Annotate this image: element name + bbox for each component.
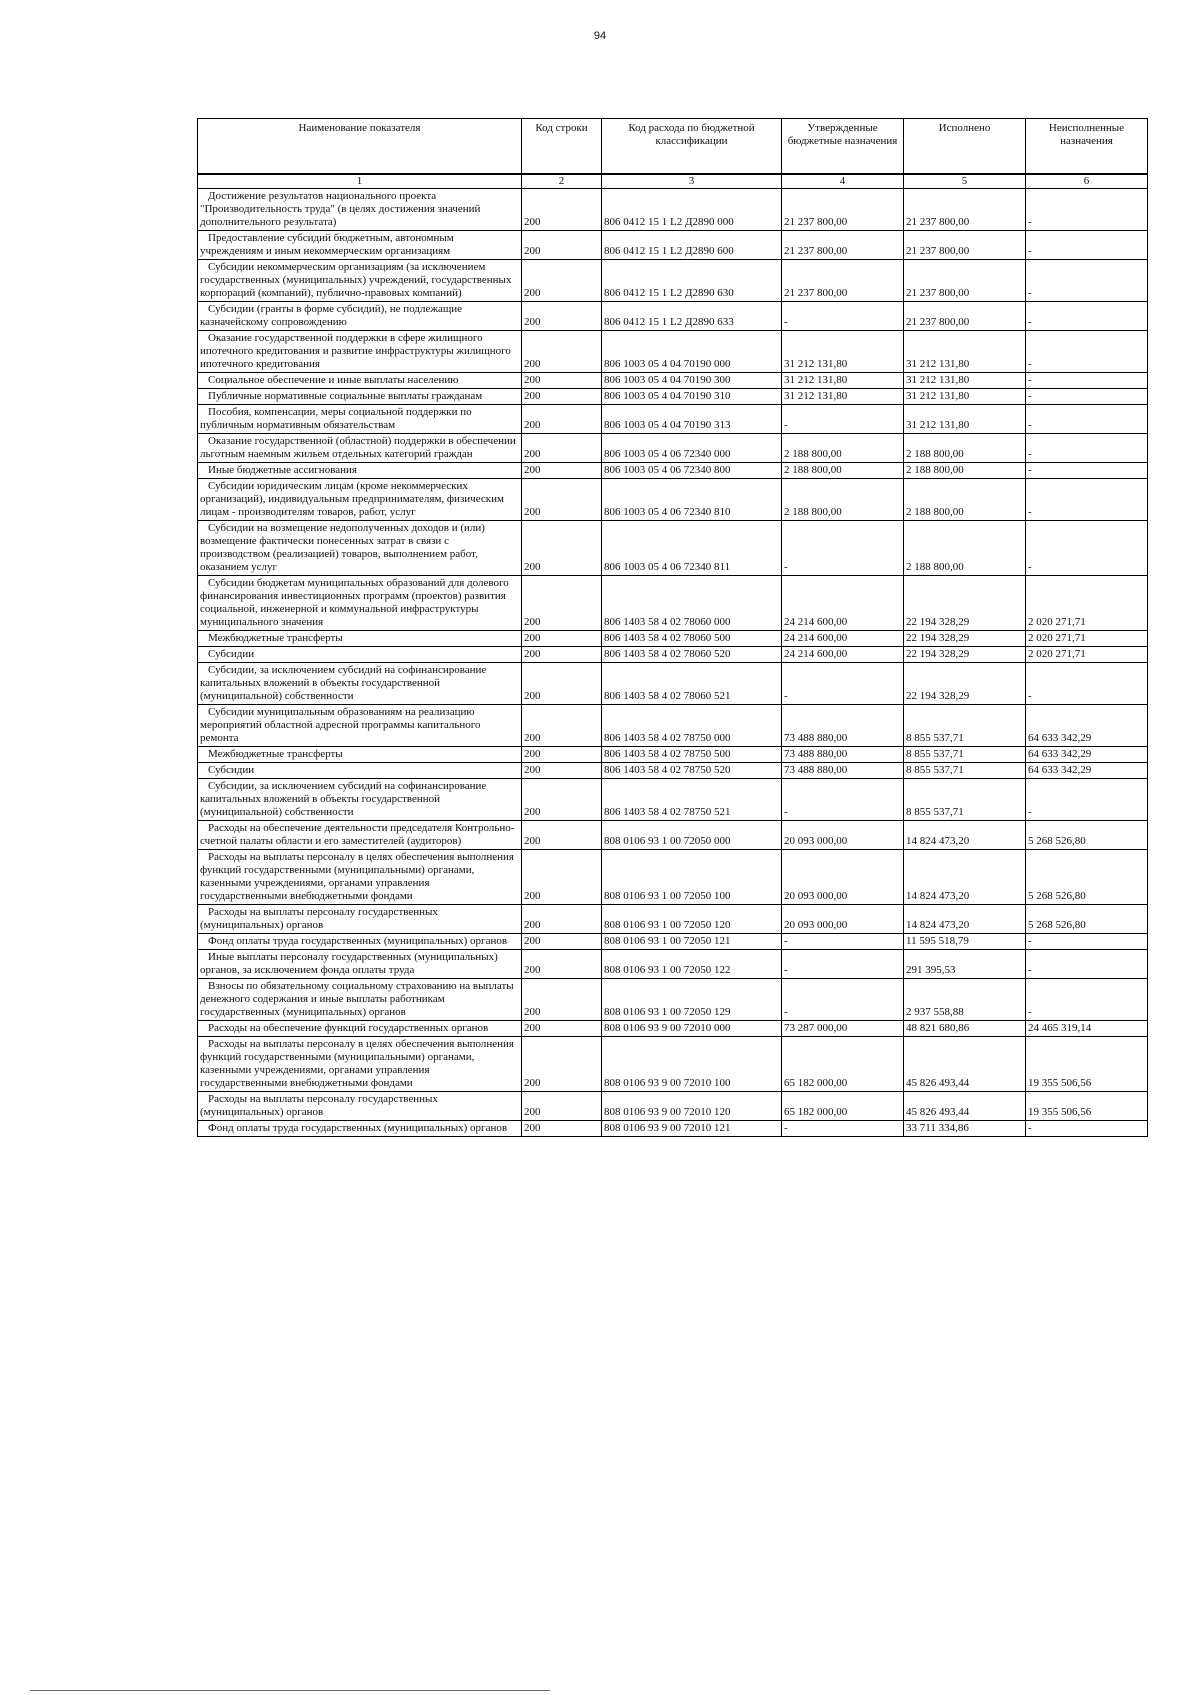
- approved-amount: 31 212 131,80: [782, 331, 904, 373]
- table-row: [198, 934, 1148, 950]
- executed-amount: 45 826 493,44: [904, 1092, 1026, 1121]
- table-row: [198, 521, 1148, 576]
- budget-execution-table: [197, 118, 1148, 1137]
- expense-code: 808 0106 93 1 00 72050 000: [602, 821, 782, 850]
- line-code: 200: [522, 631, 602, 647]
- unexecuted-amount: -: [1026, 979, 1148, 1021]
- column-number: 2: [522, 174, 602, 189]
- page-number: 94: [593, 30, 607, 42]
- indicator-name: Расходы на обеспечение деятельности председателя Контрольно-счетной палаты области и его заместителей (аудиторов): [198, 821, 522, 850]
- indicator-name: Фонд оплаты труда государственных (муниципальных) органов: [198, 1121, 522, 1137]
- indicator-name: Расходы на выплаты персоналу государственных (муниципальных) органов: [198, 1092, 522, 1121]
- unexecuted-amount: -: [1026, 405, 1148, 434]
- executed-amount: 2 188 800,00: [904, 463, 1026, 479]
- unexecuted-amount: -: [1026, 479, 1148, 521]
- indicator-name: Социальное обеспечение и иные выплаты населению: [198, 373, 522, 389]
- unexecuted-amount: -: [1026, 331, 1148, 373]
- executed-amount: 22 194 328,29: [904, 576, 1026, 631]
- approved-amount: 24 214 600,00: [782, 631, 904, 647]
- unexecuted-amount: -: [1026, 373, 1148, 389]
- unexecuted-amount: 2 020 271,71: [1026, 631, 1148, 647]
- unexecuted-amount: 5 268 526,80: [1026, 821, 1148, 850]
- indicator-name: Расходы на выплаты персоналу в целях обеспечения выполнения функций государственными (муниципальными) органами, казенными учреждениями, органами управления государственными внебюджетными фондами: [198, 850, 522, 905]
- table-row: [198, 373, 1148, 389]
- unexecuted-amount: 64 633 342,29: [1026, 705, 1148, 747]
- executed-amount: 22 194 328,29: [904, 647, 1026, 663]
- expense-code: 806 1003 05 4 04 70190 000: [602, 331, 782, 373]
- line-code: 200: [522, 647, 602, 663]
- unexecuted-amount: -: [1026, 260, 1148, 302]
- indicator-name: Субсидии бюджетам муниципальных образований для долевого финансирования инвестиционных программ (проектов) развития социальной, инженерной и коммунальной инфраструктуры муниципального значения: [198, 576, 522, 631]
- unexecuted-amount: -: [1026, 189, 1148, 231]
- line-code: 200: [522, 850, 602, 905]
- expense-code: 808 0106 93 9 00 72010 121: [602, 1121, 782, 1137]
- executed-amount: 31 212 131,80: [904, 405, 1026, 434]
- table-row: [198, 1037, 1148, 1092]
- indicator-name: Фонд оплаты труда государственных (муниципальных) органов: [198, 934, 522, 950]
- executed-amount: 8 855 537,71: [904, 747, 1026, 763]
- indicator-name: Расходы на выплаты персоналу государственных (муниципальных) органов: [198, 905, 522, 934]
- expense-code: 808 0106 93 9 00 72010 120: [602, 1092, 782, 1121]
- approved-amount: 73 287 000,00: [782, 1021, 904, 1037]
- executed-amount: 8 855 537,71: [904, 705, 1026, 747]
- executed-amount: 21 237 800,00: [904, 231, 1026, 260]
- indicator-name: Взносы по обязательному социальному страхованию на выплаты денежного содержания и иные выплаты работникам государственных (муниципальных) органов: [198, 979, 522, 1021]
- approved-amount: -: [782, 1121, 904, 1137]
- approved-amount: 2 188 800,00: [782, 463, 904, 479]
- table-row: [198, 850, 1148, 905]
- table-row: [198, 302, 1148, 331]
- expense-code: 808 0106 93 9 00 72010 100: [602, 1037, 782, 1092]
- expense-code: 808 0106 93 1 00 72050 100: [602, 850, 782, 905]
- unexecuted-amount: -: [1026, 231, 1148, 260]
- indicator-name: Субсидии на возмещение недополученных доходов и (или) возмещение фактически понесенных затрат в связи с производством (реализацией) товаров, выполнением работ, оказанием услуг: [198, 521, 522, 576]
- expense-code: 806 1403 58 4 02 78060 520: [602, 647, 782, 663]
- approved-amount: 73 488 880,00: [782, 705, 904, 747]
- unexecuted-amount: 19 355 506,56: [1026, 1037, 1148, 1092]
- line-code: 200: [522, 905, 602, 934]
- expense-code: 806 1003 05 4 06 72340 000: [602, 434, 782, 463]
- line-code: 200: [522, 1021, 602, 1037]
- unexecuted-amount: 64 633 342,29: [1026, 747, 1148, 763]
- approved-amount: 65 182 000,00: [782, 1092, 904, 1121]
- column-number: 3: [602, 174, 782, 189]
- table-header-row: [198, 119, 1148, 175]
- table-row: [198, 231, 1148, 260]
- line-code: 200: [522, 479, 602, 521]
- line-code: 200: [522, 747, 602, 763]
- approved-amount: -: [782, 405, 904, 434]
- expense-code: 806 0412 15 1 L2 Д2890 000: [602, 189, 782, 231]
- indicator-name: Расходы на выплаты персоналу в целях обеспечения выполнения функций государственными (муниципальными) органами, казенными учреждениями, органами управления государственными внебюджетными фондами: [198, 1037, 522, 1092]
- table-row: [198, 1121, 1148, 1137]
- line-code: 200: [522, 434, 602, 463]
- table-row: [198, 631, 1148, 647]
- indicator-name: Расходы на обеспечение функций государственных органов: [198, 1021, 522, 1037]
- approved-amount: -: [782, 779, 904, 821]
- indicator-name: Пособия, компенсации, меры социальной поддержки по публичным нормативным обязательствам: [198, 405, 522, 434]
- approved-amount: 21 237 800,00: [782, 231, 904, 260]
- executed-amount: 22 194 328,29: [904, 631, 1026, 647]
- unexecuted-amount: 2 020 271,71: [1026, 647, 1148, 663]
- approved-amount: 24 214 600,00: [782, 647, 904, 663]
- table-row: [198, 905, 1148, 934]
- executed-amount: 14 824 473,20: [904, 905, 1026, 934]
- line-code: 200: [522, 189, 602, 231]
- executed-amount: 33 711 334,86: [904, 1121, 1026, 1137]
- indicator-name: Иные бюджетные ассигнования: [198, 463, 522, 479]
- executed-amount: 291 395,53: [904, 950, 1026, 979]
- line-code: 200: [522, 389, 602, 405]
- indicator-name: Межбюджетные трансферты: [198, 747, 522, 763]
- expense-code: 806 0412 15 1 L2 Д2890 600: [602, 231, 782, 260]
- approved-amount: 20 093 000,00: [782, 905, 904, 934]
- line-code: 200: [522, 1092, 602, 1121]
- unexecuted-amount: -: [1026, 1121, 1148, 1137]
- expense-code: 806 1003 05 4 06 72340 811: [602, 521, 782, 576]
- expense-code: 808 0106 93 1 00 72050 122: [602, 950, 782, 979]
- table-row: [198, 763, 1148, 779]
- line-code: 200: [522, 576, 602, 631]
- approved-amount: 20 093 000,00: [782, 850, 904, 905]
- table-body: [198, 189, 1148, 1137]
- bottom-rule: [30, 1690, 550, 1691]
- table-row: [198, 389, 1148, 405]
- expense-code: 806 0412 15 1 L2 Д2890 630: [602, 260, 782, 302]
- indicator-name: Субсидии некоммерческим организациям (за исключением государственных (муниципальных) учреждений, государственных корпораций (компаний), публично-правовых компаний): [198, 260, 522, 302]
- approved-amount: 31 212 131,80: [782, 389, 904, 405]
- unexecuted-amount: 64 633 342,29: [1026, 763, 1148, 779]
- unexecuted-amount: 24 465 319,14: [1026, 1021, 1148, 1037]
- expense-code: 806 1003 05 4 04 70190 313: [602, 405, 782, 434]
- expense-code: 806 1003 05 4 06 72340 810: [602, 479, 782, 521]
- column-number: 1: [198, 174, 522, 189]
- indicator-name: Достижение результатов национального проекта "Производительность труда" (в целях достижения значений дополнительного результата): [198, 189, 522, 231]
- unexecuted-amount: 5 268 526,80: [1026, 850, 1148, 905]
- executed-amount: 2 937 558,88: [904, 979, 1026, 1021]
- line-code: 200: [522, 521, 602, 576]
- executed-amount: 21 237 800,00: [904, 189, 1026, 231]
- table-row: [198, 663, 1148, 705]
- line-code: 200: [522, 934, 602, 950]
- approved-amount: -: [782, 663, 904, 705]
- line-code: 200: [522, 979, 602, 1021]
- executed-amount: 2 188 800,00: [904, 434, 1026, 463]
- column-header-name: Наименование показателя: [198, 119, 522, 175]
- unexecuted-amount: 2 020 271,71: [1026, 576, 1148, 631]
- approved-amount: 2 188 800,00: [782, 479, 904, 521]
- indicator-name: Субсидии юридическим лицам (кроме некоммерческих организаций), индивидуальным предпринимателям, физическим лицам - производителям товаров, работ, услуг: [198, 479, 522, 521]
- indicator-name: Межбюджетные трансферты: [198, 631, 522, 647]
- indicator-name: Оказание государственной (областной) поддержки в обеспечении льготным наемным жильем отдельных категорий граждан: [198, 434, 522, 463]
- line-code: 200: [522, 663, 602, 705]
- table-row: [198, 647, 1148, 663]
- unexecuted-amount: -: [1026, 779, 1148, 821]
- table-row: [198, 405, 1148, 434]
- unexecuted-amount: -: [1026, 434, 1148, 463]
- line-code: 200: [522, 463, 602, 479]
- table-row: [198, 479, 1148, 521]
- expense-code: 808 0106 93 9 00 72010 000: [602, 1021, 782, 1037]
- expense-code: 806 1003 05 4 04 70190 300: [602, 373, 782, 389]
- expense-code: 806 1403 58 4 02 78750 500: [602, 747, 782, 763]
- column-number: 4: [782, 174, 904, 189]
- line-code: 200: [522, 821, 602, 850]
- column-number: 5: [904, 174, 1026, 189]
- column-header-unexecuted: Неисполненные назначения: [1026, 119, 1148, 175]
- executed-amount: 11 595 518,79: [904, 934, 1026, 950]
- approved-amount: -: [782, 950, 904, 979]
- table-row: [198, 1021, 1148, 1037]
- executed-amount: 2 188 800,00: [904, 521, 1026, 576]
- expense-code: 806 1403 58 4 02 78750 521: [602, 779, 782, 821]
- executed-amount: 14 824 473,20: [904, 821, 1026, 850]
- executed-amount: 31 212 131,80: [904, 331, 1026, 373]
- table-row: [198, 979, 1148, 1021]
- approved-amount: 65 182 000,00: [782, 1037, 904, 1092]
- column-number-row: [198, 174, 1148, 189]
- unexecuted-amount: -: [1026, 463, 1148, 479]
- indicator-name: Предоставление субсидий бюджетным, автономным учреждениям и иным некоммерческим организациям: [198, 231, 522, 260]
- table-row: [198, 821, 1148, 850]
- approved-amount: 24 214 600,00: [782, 576, 904, 631]
- indicator-name: Субсидии: [198, 647, 522, 663]
- table-row: [198, 705, 1148, 747]
- approved-amount: -: [782, 934, 904, 950]
- line-code: 200: [522, 763, 602, 779]
- approved-amount: -: [782, 302, 904, 331]
- unexecuted-amount: 5 268 526,80: [1026, 905, 1148, 934]
- expense-code: 806 1003 05 4 04 70190 310: [602, 389, 782, 405]
- indicator-name: Иные выплаты персоналу государственных (муниципальных) органов, за исключением фонда оплаты труда: [198, 950, 522, 979]
- table-row: [198, 576, 1148, 631]
- unexecuted-amount: -: [1026, 302, 1148, 331]
- line-code: 200: [522, 1037, 602, 1092]
- indicator-name: Публичные нормативные социальные выплаты гражданам: [198, 389, 522, 405]
- unexecuted-amount: -: [1026, 934, 1148, 950]
- approved-amount: 73 488 880,00: [782, 763, 904, 779]
- expense-code: 806 1403 58 4 02 78060 000: [602, 576, 782, 631]
- executed-amount: 22 194 328,29: [904, 663, 1026, 705]
- expense-code: 808 0106 93 1 00 72050 120: [602, 905, 782, 934]
- expense-code: 806 1003 05 4 06 72340 800: [602, 463, 782, 479]
- table-row: [198, 331, 1148, 373]
- table-row: [198, 189, 1148, 231]
- approved-amount: 21 237 800,00: [782, 189, 904, 231]
- expense-code: 806 0412 15 1 L2 Д2890 633: [602, 302, 782, 331]
- indicator-name: Субсидии муниципальным образованиям на реализацию мероприятий областной адресной программы капитального ремонта: [198, 705, 522, 747]
- unexecuted-amount: -: [1026, 663, 1148, 705]
- table-row: [198, 434, 1148, 463]
- line-code: 200: [522, 331, 602, 373]
- unexecuted-amount: 19 355 506,56: [1026, 1092, 1148, 1121]
- table-row: [198, 463, 1148, 479]
- column-header-line-code: Код строки: [522, 119, 602, 175]
- approved-amount: 2 188 800,00: [782, 434, 904, 463]
- expense-code: 808 0106 93 1 00 72050 121: [602, 934, 782, 950]
- line-code: 200: [522, 231, 602, 260]
- line-code: 200: [522, 373, 602, 389]
- approved-amount: 21 237 800,00: [782, 260, 904, 302]
- table-row: [198, 1092, 1148, 1121]
- indicator-name: Субсидии (гранты в форме субсидий), не подлежащие казначейскому сопровождению: [198, 302, 522, 331]
- column-header-executed: Исполнено: [904, 119, 1026, 175]
- line-code: 200: [522, 1121, 602, 1137]
- table-row: [198, 950, 1148, 979]
- executed-amount: 14 824 473,20: [904, 850, 1026, 905]
- line-code: 200: [522, 260, 602, 302]
- approved-amount: -: [782, 979, 904, 1021]
- line-code: 200: [522, 302, 602, 331]
- line-code: 200: [522, 779, 602, 821]
- column-header-expense-code: Код расхода по бюджетной классификации: [602, 119, 782, 175]
- executed-amount: 45 826 493,44: [904, 1037, 1026, 1092]
- column-header-approved: Утвержденные бюджетные назначения: [782, 119, 904, 175]
- indicator-name: Субсидии: [198, 763, 522, 779]
- approved-amount: 31 212 131,80: [782, 373, 904, 389]
- indicator-name: Субсидии, за исключением субсидий на софинансирование капитальных вложений в объекты государственной (муниципальной) собственности: [198, 663, 522, 705]
- table-row: [198, 260, 1148, 302]
- column-number: 6: [1026, 174, 1148, 189]
- executed-amount: 48 821 680,86: [904, 1021, 1026, 1037]
- unexecuted-amount: -: [1026, 950, 1148, 979]
- expense-code: 806 1403 58 4 02 78750 520: [602, 763, 782, 779]
- table-row: [198, 779, 1148, 821]
- executed-amount: 31 212 131,80: [904, 373, 1026, 389]
- approved-amount: 73 488 880,00: [782, 747, 904, 763]
- line-code: 200: [522, 405, 602, 434]
- expense-code: 806 1403 58 4 02 78750 000: [602, 705, 782, 747]
- expense-code: 806 1403 58 4 02 78060 521: [602, 663, 782, 705]
- unexecuted-amount: -: [1026, 521, 1148, 576]
- approved-amount: -: [782, 521, 904, 576]
- executed-amount: 8 855 537,71: [904, 763, 1026, 779]
- indicator-name: Оказание государственной поддержки в сфере жилищного ипотечного кредитования и развитие инфраструктуры жилищного ипотечного кредитования: [198, 331, 522, 373]
- indicator-name: Субсидии, за исключением субсидий на софинансирование капитальных вложений в объекты государственной (муниципальной) собственности: [198, 779, 522, 821]
- executed-amount: 21 237 800,00: [904, 260, 1026, 302]
- executed-amount: 2 188 800,00: [904, 479, 1026, 521]
- expense-code: 808 0106 93 1 00 72050 129: [602, 979, 782, 1021]
- unexecuted-amount: -: [1026, 389, 1148, 405]
- executed-amount: 8 855 537,71: [904, 779, 1026, 821]
- executed-amount: 21 237 800,00: [904, 302, 1026, 331]
- table-row: [198, 747, 1148, 763]
- line-code: 200: [522, 705, 602, 747]
- approved-amount: 20 093 000,00: [782, 821, 904, 850]
- executed-amount: 31 212 131,80: [904, 389, 1026, 405]
- line-code: 200: [522, 950, 602, 979]
- expense-code: 806 1403 58 4 02 78060 500: [602, 631, 782, 647]
